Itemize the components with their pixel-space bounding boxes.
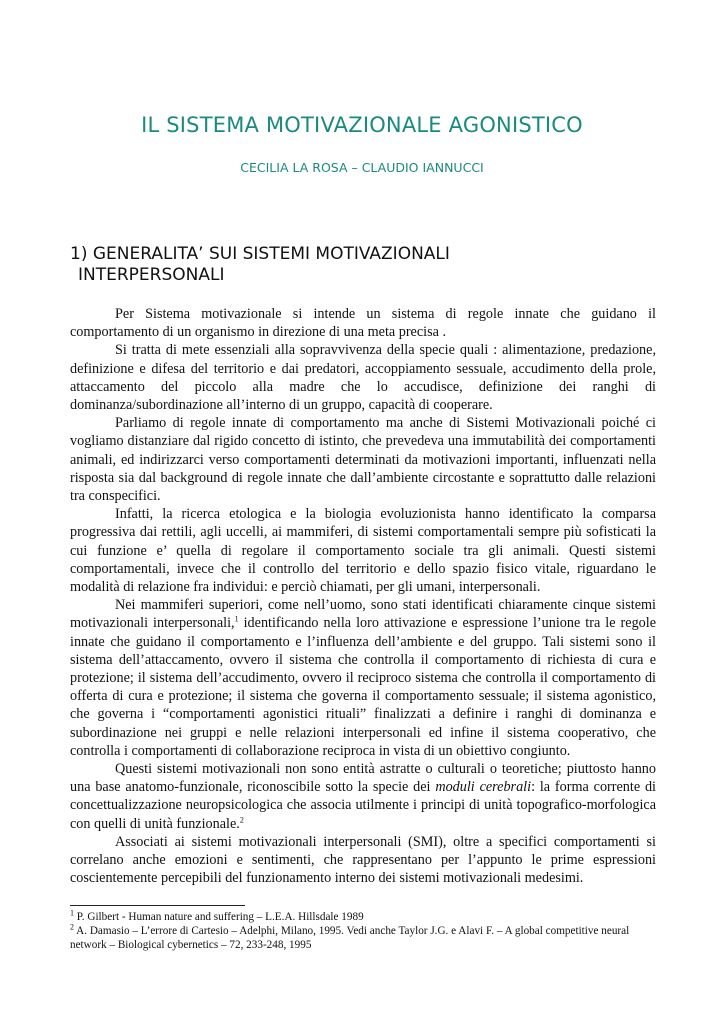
footnote-mark: 2	[70, 922, 74, 932]
paragraph	[70, 760, 656, 833]
paragraph-text: : la forma corrente di concettualizzazione neuropsicologica che associa utilmente i principi di unità topografico-morfologica con quelli di unità funzionale.	[70, 779, 656, 832]
paragraph: Parliamo di regole innate di comportamento ma anche di Sistemi Motivazionali poiché ci vogliamo distanziare dal rigido concetto di istinto, che prevedeva una immutabilità dei comportamenti animali, ed indirizzarci verso comportamenti determinati da motivazioni importanti, influenzati nella risposta sia dal background di regole innate che dall’ambiente circostante e soprattutto dalle relazioni tra conspecifici.	[70, 415, 656, 505]
emphasis-text: moduli cerebrali	[435, 779, 532, 796]
paragraph-text: Questi sistemi motivazionali non sono entità astratte o culturali o teoretiche; piuttosto hanno una base anatomo-funzionale, riconoscibile sotto la specie dei	[70, 761, 656, 796]
footnote-mark: 1	[70, 908, 74, 918]
paragraph: Per Sistema motivazionale si intende un sistema di regole innate che guidano il comportamento di un organismo in direzione di una meta precisa .	[70, 306, 656, 341]
paragraph	[70, 596, 656, 760]
footnote-ref[interactable]: 1	[234, 614, 239, 624]
paragraph: Infatti, la ricerca etologica e la biologia evoluzionista hanno identificato la comparsa progressiva dai rettili, agli uccelli, ai mammiferi, di sistemi comportamentali sempre più sofisticati la cui funzione e’ quella di regolare il comportamento sociale tra gli animali. Questi sistemi comportamentali, invece che il controllo del territorio e dello spazio fisico vitale, riguardano le modalità di relazione fra individui: e perciò chiamati, per gli umani, interpersonali.	[70, 506, 656, 596]
footnote	[70, 924, 656, 952]
footnote-divider	[70, 905, 245, 906]
document-authors: CECILIA LA ROSA – CLAUDIO IANNUCCI	[240, 160, 484, 175]
paragraph: Associati ai sistemi motivazionali interpersonali (SMI), oltre a specifici comportamenti si correlano anche emozioni e sentimenti, che rappresentano per l’appunto le prime espressioni coscientemente percepibili del funzionamento interno dei sistemi motivazionali medesimi.	[70, 833, 656, 887]
body-text	[70, 305, 656, 888]
footnote	[70, 910, 656, 924]
document-title: IL SISTEMA MOTIVAZIONALE AGONISTICO	[141, 113, 583, 137]
footnote-ref[interactable]: 2	[239, 814, 244, 824]
paragraph-text: Nei mammiferi superiori, come nell’uomo, sono stati identificati chiaramente cinque sistemi motivazionali interpersonali,	[70, 597, 656, 632]
section-heading-line2: INTERPERSONALI	[78, 265, 225, 285]
footnotes	[70, 910, 656, 952]
footnote-text: P. Gilbert - Human nature and suffering – L.E.A. Hillsdale 1989	[74, 911, 364, 923]
section-heading	[70, 244, 670, 286]
footnote-text: A. Damasio – L’errore di Cartesio – Adelphi, Milano, 1995. Vedi anche Taylor J.G. e Alavi F. – A global competitive neural network – Biological cybernetics – 72, 233-248, 1995	[70, 925, 630, 951]
paragraph: Si tratta di mete essenziali alla sopravvivenza della specie quali : alimentazione, predazione, definizione e difesa del territorio e dai predatori, accoppiamento sessuale, accudimento della prole, attaccamento del piccolo alla madre che lo accudisce, definizione dei ranghi di dominanza/subordinazione all’interno di un gruppo, capacità di cooperare.	[70, 342, 656, 414]
paragraph-text: identificando nella loro attivazione e espressione l’unione tra le regole innate che guidano il comportamento e l’influenza dell’ambiente e del gruppo. Tali sistemi sono il sistema dell’attaccamento, ovvero il sistema che controlla il comportamento di richiesta di cura e protezione; il sistema dell’accudimento, ovvero il reciproco sistema che controlla il comportamento di offerta di cura e protezione; il sistema che governa il comportamento sessuale; il sistema agonistico, che governa i “comportamenti agonistici rituali” finalizzati a definire i ranghi di dominanza e subordinazione nei gruppi e nelle relazioni interpersonali ed infine il sistema cooperativo, che controlla i comportamenti di collaborazione reciproca in vista di un obiettivo congiunto.	[70, 615, 656, 759]
section-heading-line1: 1) GENERALITA’ SUI SISTEMI MOTIVAZIONALI	[70, 244, 450, 264]
